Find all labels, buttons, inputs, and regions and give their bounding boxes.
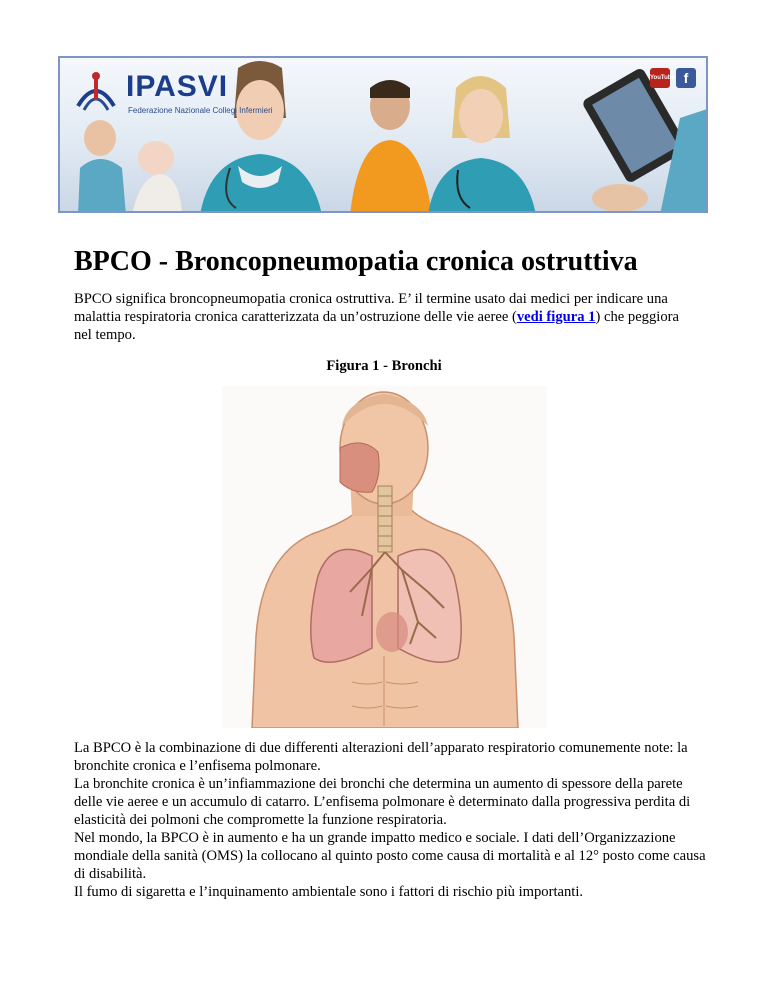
logo-text: IPASVI [126, 70, 229, 103]
figure-caption: Figura 1 - Bronchi [326, 358, 442, 374]
youtube-icon[interactable]: YouTube [650, 68, 670, 88]
paragraph-1: La BPCO è la combinazione di due differenti alterazioni dell’apparato respiratorio comunemente note: la bronchite cronica e l’enfisema polmonare. [74, 740, 688, 774]
facebook-icon[interactable]: f [676, 68, 696, 88]
logo-subtitle: Federazione Nazionale Collegi Infermieri [128, 106, 273, 115]
respiratory-system-figure [222, 386, 547, 728]
paragraph-2: La bronchite cronica è un’infiammazione dei bronchi che determina un aumento di spessore della parete delle vie aeree e un accumulo di catarro. L’enfisema polmonare è determinato dalla progressiva perdita di elasticità dei polmoni che compromette la funzione respiratoria. [74, 776, 691, 828]
ipasvi-logo[interactable] [66, 66, 306, 126]
intro-text-end: ) che peggiora nel tempo. [74, 309, 679, 343]
logo-emblem-icon [72, 70, 120, 118]
figure-link[interactable]: vedi figura 1 [516, 309, 596, 325]
nurse-with-baby [78, 120, 182, 213]
man-orange [350, 80, 432, 213]
paragraph-4: Il fumo di sigaretta e l’inquinamento ambientale sono i fattori di rischio più importanti. [74, 884, 584, 900]
doctor-with-tablet [581, 67, 708, 213]
article-body [74, 739, 714, 901]
nurse-blonde [428, 76, 536, 213]
intro-paragraph [74, 290, 694, 344]
paragraph-3: Nel mondo, la BPCO è in aumento e ha un grande impatto medico e sociale. I dati dell’Organizzazione mondiale della sanità (OMS) la collocano al quinto posto come causa di mortalità e al 12° posto come causa di disabilità. [74, 830, 706, 882]
page-title: BPCO - Broncopneumopatia cronica ostruttiva [74, 246, 638, 277]
header-banner [58, 56, 708, 213]
intro-text-start: BPCO significa broncopneumopatia cronica ostruttiva. E’ il termine usato dai medici per indicare una malattia respiratoria cronica caratterizzata da un’ostruzione delle vie aeree ( [74, 291, 668, 325]
